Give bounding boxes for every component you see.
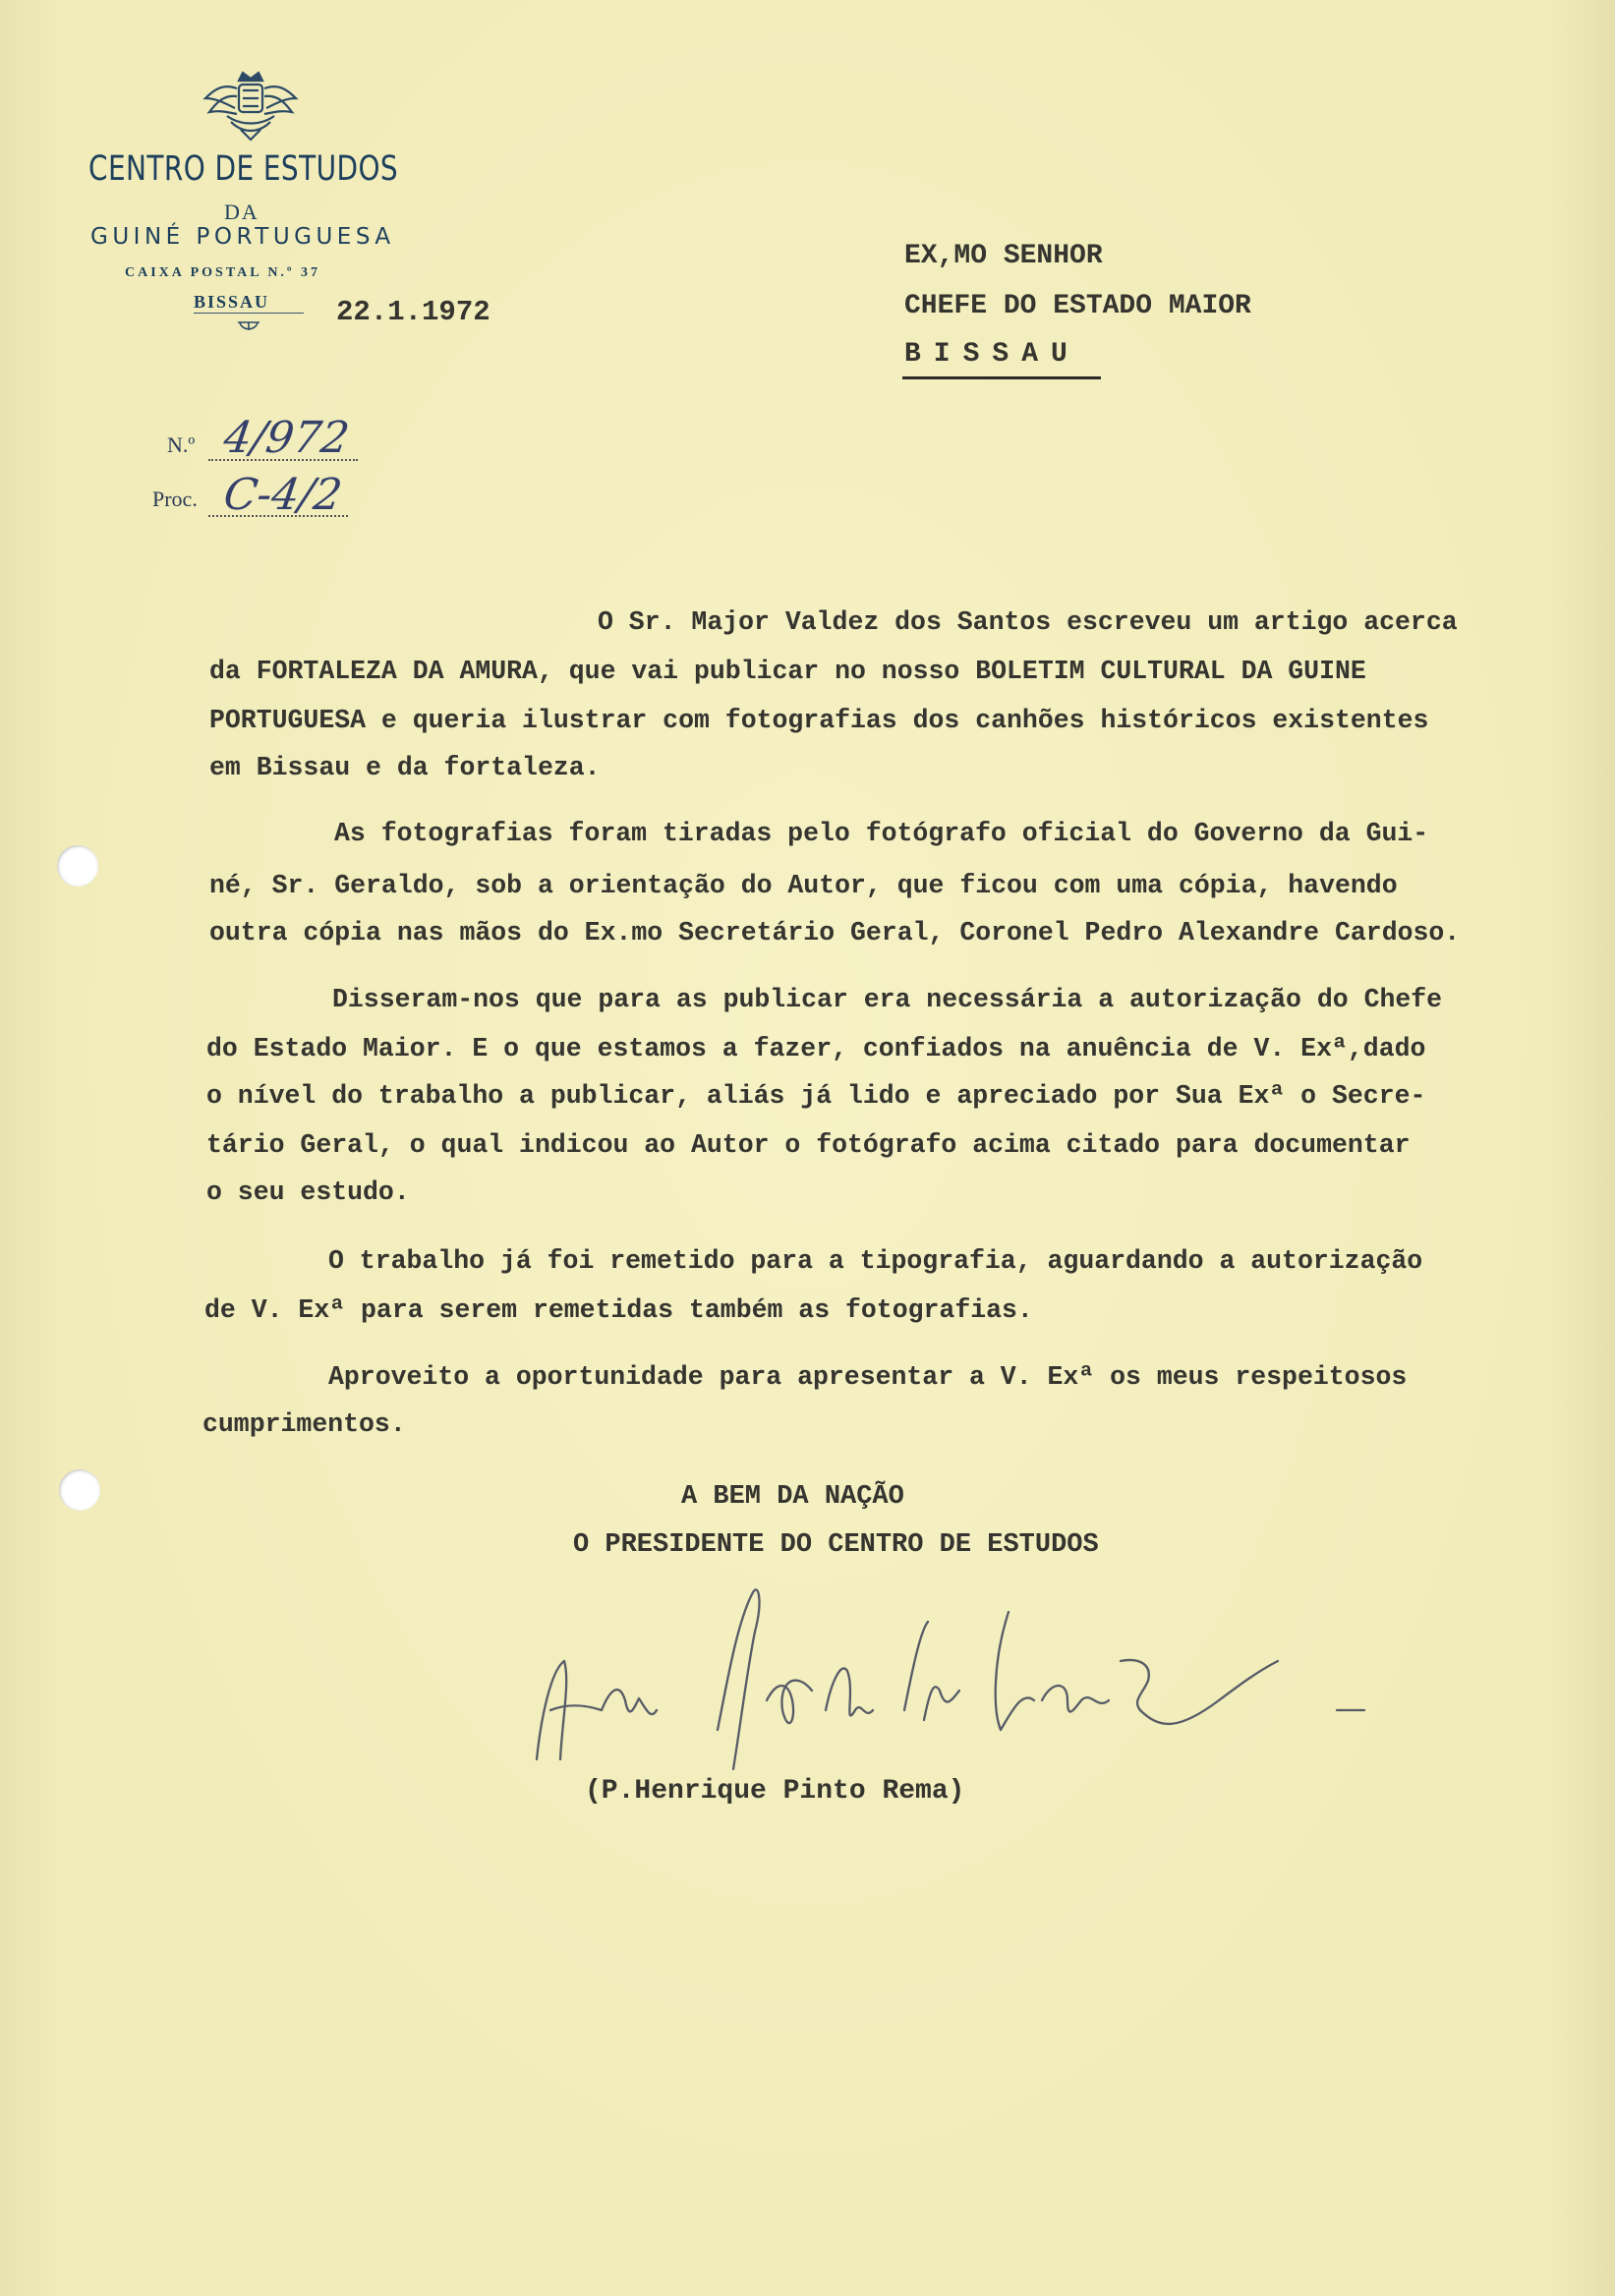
body-line: outra cópia nas mãos do Ex.mo Secretário Geral, Coronel Pedro Alexandre Cardoso. [209, 918, 1461, 947]
addressee-city-underline [902, 376, 1101, 379]
body-line: né, Sr. Geraldo, sob a orientação do Autor, que ficou com uma cópia, havendo [209, 871, 1398, 900]
addressee-city: BISSAU [904, 339, 1080, 370]
body-line: do Estado Maior. E o que estamos a fazer, confiados na anuência de V. Exª,dado [206, 1034, 1426, 1063]
letterhead-divider [194, 313, 304, 314]
coat-of-arms-icon [202, 69, 300, 147]
body-line: o seu estudo. [206, 1177, 410, 1207]
ref-proc-label: Proc. [152, 487, 198, 511]
ref-proc-dotted-line [208, 515, 348, 517]
addressee-salutation: EX,MO SENHOR [904, 241, 1103, 271]
body-line: cumprimentos. [202, 1409, 406, 1439]
closing-motto: A BEM DA NAÇÃO [681, 1482, 904, 1512]
letterhead-da: DA [224, 200, 260, 224]
ref-number-label: N.º [167, 432, 196, 457]
punch-hole [57, 845, 98, 887]
closing-title: O PRESIDENTE DO CENTRO DE ESTUDOS [573, 1530, 1099, 1560]
body-line: Disseram-nos que para as publicar era necessária a autorização do Chefe [332, 985, 1443, 1014]
letterhead-city: BISSAU [194, 292, 270, 312]
body-line: o nível do trabalho a publicar, aliás já lido e apreciado por Sua Exª o Secre- [206, 1081, 1426, 1111]
body-line: PORTUGUESA e queria ilustrar com fotografias dos canhões históricos existentes [209, 706, 1429, 735]
signatory-name: (P.Henrique Pinto Rema) [585, 1776, 965, 1807]
body-line: da FORTALEZA DA AMURA, que vai publicar no nosso BOLETIM CULTURAL DA GUINE [209, 657, 1366, 686]
body-line: Aproveito a oportunidade para apresentar a V. Exª os meus respeitosos [328, 1362, 1408, 1392]
body-line: em Bissau e da fortaleza. [209, 753, 601, 782]
letterhead-org-name: CENTRO DE ESTUDOS [88, 149, 399, 189]
body-line: As fotografias foram tiradas pelo fotógrafo oficial do Governo da Gui- [334, 819, 1429, 848]
punch-hole [59, 1469, 100, 1511]
handwritten-signature [531, 1563, 1455, 1779]
letterhead-postal-box: CAIXA POSTAL N.º 37 [125, 265, 321, 280]
body-line: O trabalho já foi remetido para a tipografia, aguardando a autorização [328, 1246, 1423, 1276]
ref-number-dotted-line [208, 459, 358, 461]
body-line: tário Geral, o qual indicou ao Autor o fotógrafo acima citado para documentar [206, 1130, 1411, 1160]
letter-date: 22.1.1972 [336, 296, 490, 328]
letterhead-country: GUINÉ PORTUGUESA [90, 224, 395, 250]
ornament-icon [236, 319, 261, 333]
ref-proc-value: C-4/2 [220, 470, 345, 520]
body-line: de V. Exª para serem remetidas também as fotografias. [204, 1295, 1033, 1325]
addressee-title: CHEFE DO ESTADO MAIOR [904, 291, 1251, 321]
body-line: O Sr. Major Valdez dos Santos escreveu um artigo acerca [598, 607, 1458, 637]
ref-number-value: 4/972 [220, 413, 353, 463]
